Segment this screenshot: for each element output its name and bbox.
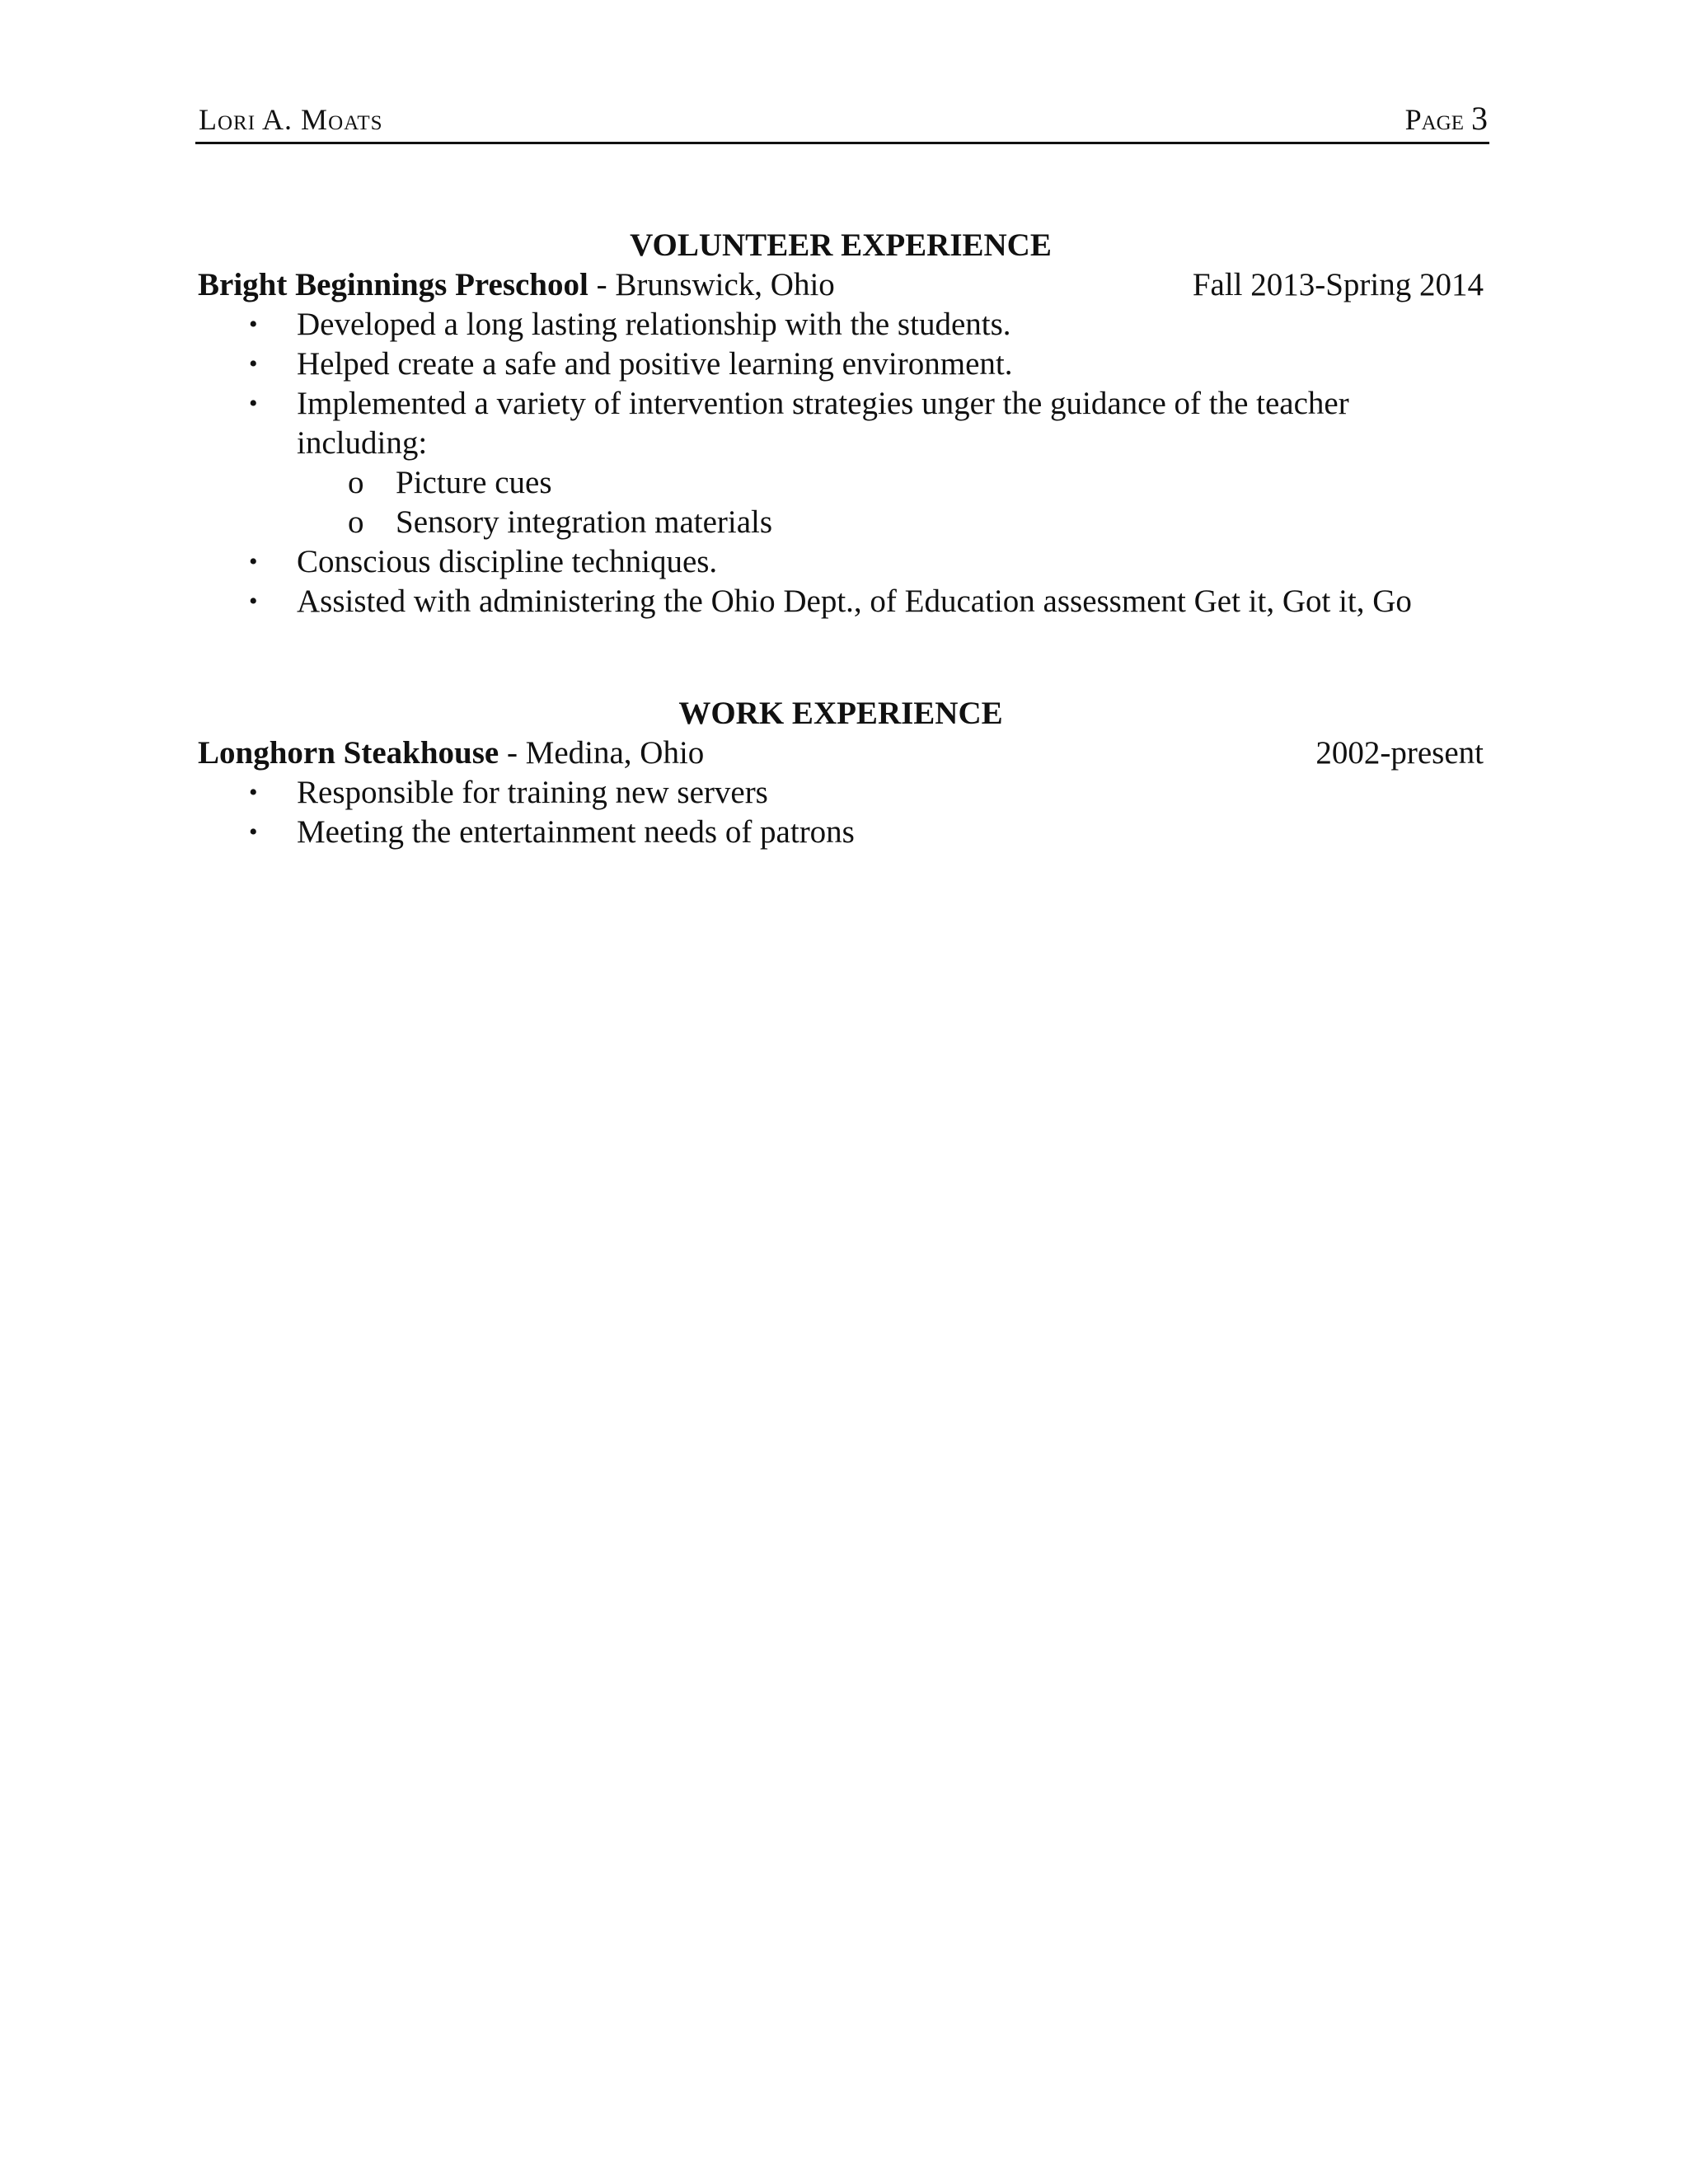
sub-list-item — [198, 503, 1484, 542]
list-item-text: Developed a long lasting relationship with the students. — [297, 307, 1011, 342]
list-item — [198, 542, 1484, 582]
volunteer-location: - Brunswick, Ohio — [588, 267, 835, 302]
volunteer-section — [198, 226, 1484, 621]
sub-list-item — [198, 463, 1484, 503]
work-bullet-list — [198, 773, 1484, 852]
list-item-text: Assisted with administering the Ohio Dept., of Education assessment Get it, Got it, Go — [297, 583, 1412, 619]
volunteer-dates: Fall 2013-Spring 2014 — [1192, 267, 1484, 302]
page-header — [195, 92, 1489, 144]
work-org: Longhorn Steakhouse — [198, 735, 499, 771]
bullet-icon: • — [249, 311, 258, 338]
section-title-volunteer: VOLUNTEER EXPERIENCE — [630, 227, 1052, 263]
volunteer-bullet-list — [198, 305, 1484, 621]
work-section — [198, 694, 1484, 852]
circle-bullet-icon: o — [348, 504, 364, 540]
list-item — [198, 582, 1484, 621]
volunteer-org: Bright Beginnings Preschool — [198, 267, 588, 302]
bullet-icon: • — [249, 390, 258, 417]
list-item-text: Responsible for training new servers — [297, 775, 768, 810]
bullet-icon: • — [249, 779, 258, 806]
list-item — [198, 344, 1484, 384]
bullet-icon: • — [249, 350, 258, 377]
list-item-text: Meeting the entertainment needs of patrons — [297, 814, 855, 850]
work-location: - Medina, Ohio — [499, 735, 705, 771]
list-item — [198, 305, 1484, 344]
list-item — [198, 773, 1484, 813]
volunteer-entry-header — [198, 265, 1484, 305]
bullet-icon: • — [249, 588, 258, 615]
header-name: Lori A. Moats — [199, 103, 383, 136]
work-dates: 2002-present — [1315, 735, 1484, 771]
page-label: Page — [1404, 103, 1464, 136]
section-title-work: WORK EXPERIENCE — [678, 696, 1003, 731]
work-entry-header — [198, 733, 1484, 773]
sub-list-item-text: Sensory integration materials — [396, 504, 773, 540]
sub-list-item-text: Picture cues — [396, 465, 552, 500]
list-item — [198, 813, 1484, 852]
header-page-number — [1405, 99, 1488, 138]
list-item-text: Conscious discipline techniques. — [297, 544, 718, 579]
list-item — [198, 384, 1484, 542]
bullet-icon: • — [249, 818, 258, 846]
list-item-text: Helped create a safe and positive learning environment. — [297, 346, 1013, 382]
list-item-text: Implemented a variety of intervention strategies unger the guidance of the teacher including: — [297, 386, 1349, 461]
sub-bullet-list — [297, 463, 1484, 542]
circle-bullet-icon: o — [348, 465, 364, 500]
bullet-icon: • — [249, 548, 258, 575]
page-number: 3 — [1471, 100, 1488, 137]
